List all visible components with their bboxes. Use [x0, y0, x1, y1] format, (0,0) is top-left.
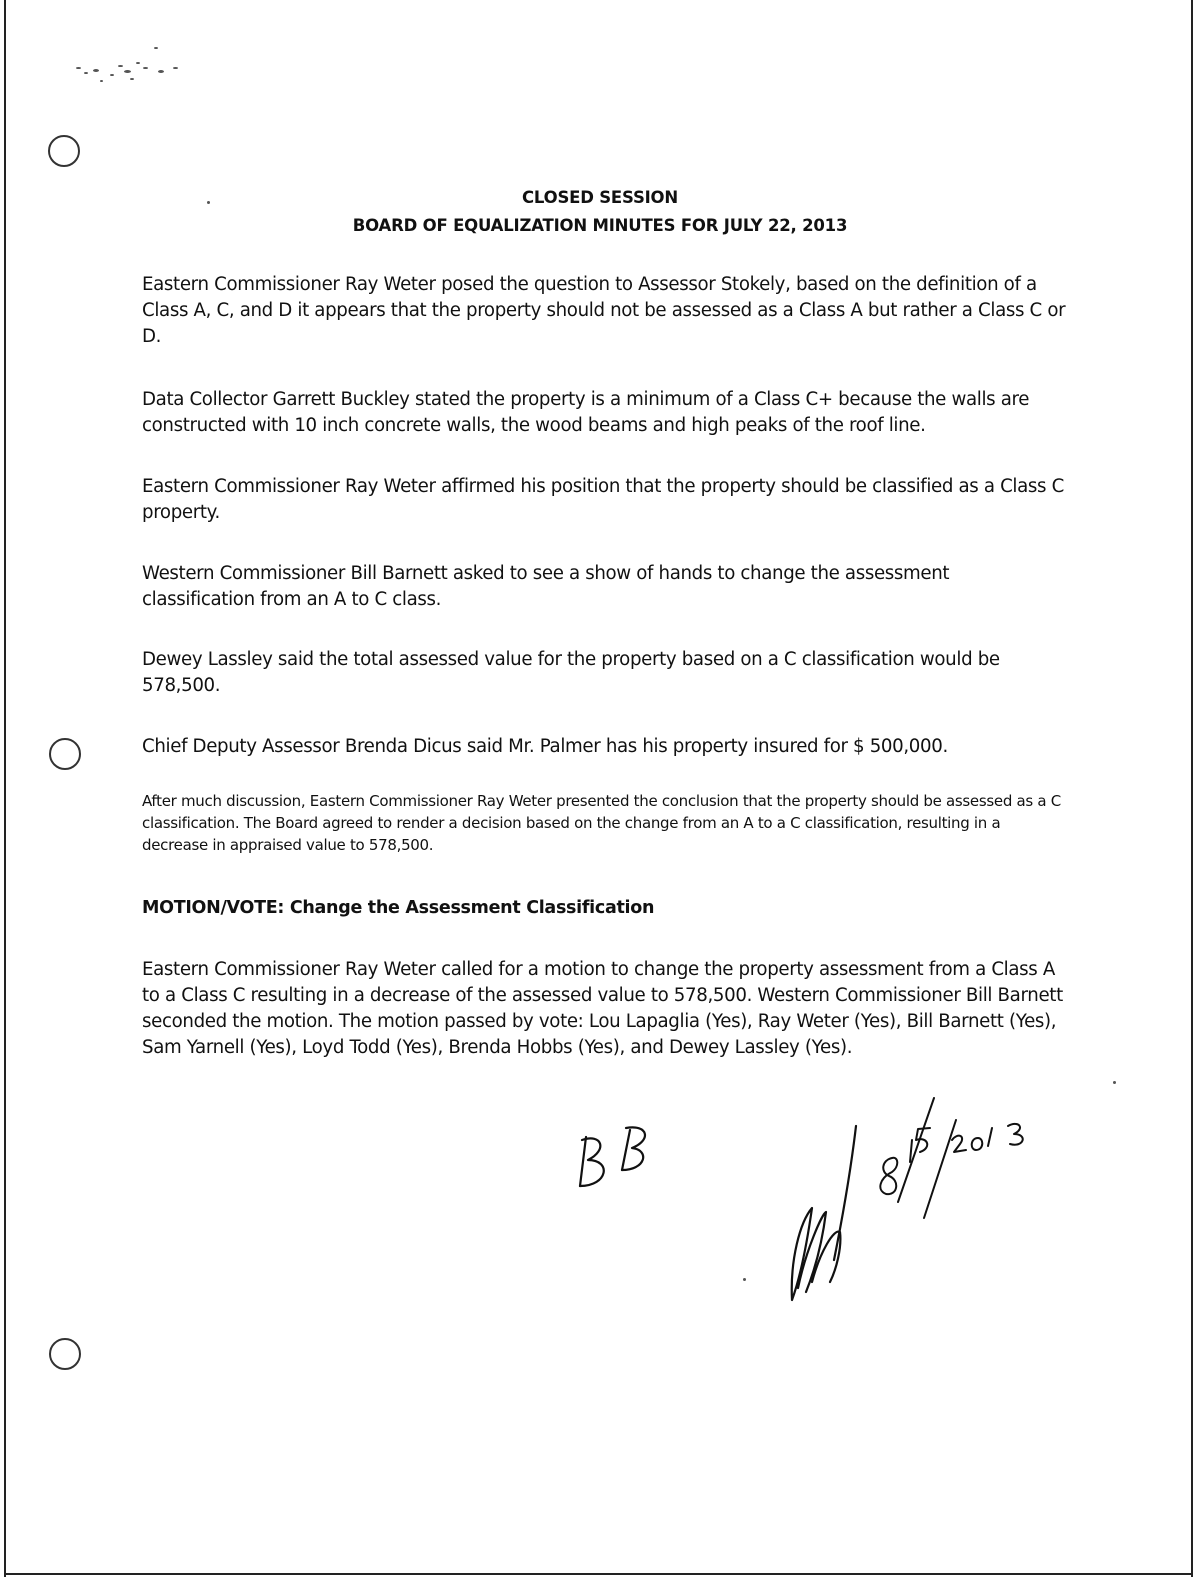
- paragraph-weter-affirmation: Eastern Commissioner Ray Weter affirmed his position that the property should be classified as a Class C property.: [142, 476, 1064, 523]
- handwritten-date: [880, 1098, 1022, 1218]
- paragraph-lassley-value: Dewey Lassley said the total assessed value for the property based on a C classification would be 578,500.: [142, 649, 1000, 696]
- paragraph-conclusion: After much discussion, Eastern Commissioner Ray Weter presented the conclusion that the property should be assessed as a C classification. The Board agreed to render a decision based on the change from an A to a C classification, resulting in a decrease in appraised value to 578,500.: [142, 792, 1061, 854]
- paragraph-buckley-statement: Data Collector Garrett Buckley stated the property is a minimum of a Class C+ because the walls are constructed with 10 inch concrete walls, the wood beams and high peaks of the roof line.: [142, 389, 1030, 436]
- document-subtitle: BOARD OF EQUALIZATION MINUTES FOR JULY 22, 2013: [352, 216, 848, 235]
- motion-heading: MOTION/VOTE: Change the Assessment Classification: [142, 898, 655, 918]
- paragraph-dicus-insurance: Chief Deputy Assessor Brenda Dicus said Mr. Palmer has his property insured for $ 500,000.: [142, 736, 948, 757]
- signature-scrawl: [792, 1126, 856, 1300]
- document-title: CLOSED SESSION: [521, 188, 678, 207]
- initials-signature: [580, 1127, 645, 1186]
- paragraph-weter-question: Eastern Commissioner Ray Weter posed the question to Assessor Stokely, based on the definition of a Class A, C, and D it appears that the property should not be assessed as a Class A but rather a Class C or D.: [142, 274, 1066, 347]
- motion-text: Eastern Commissioner Ray Weter called for a motion to change the property assessment from a Class A to a Class C resulting in a decrease of the assessed value to 578,500. Western Commissioner Bill Barnett seconded the motion. The motion passed by vote: Lou Lapaglia (Yes), Ray Weter (Yes), Bill Barnett (Yes), Sam Yarnell (Yes), Loyd Todd (Yes), Brenda Hobbs (Yes), and Dewey Lassley (Yes).: [142, 959, 1063, 1058]
- paragraph-barnett-request: Western Commissioner Bill Barnett asked to see a show of hands to change the assessment classification from an A to C class.: [142, 563, 950, 610]
